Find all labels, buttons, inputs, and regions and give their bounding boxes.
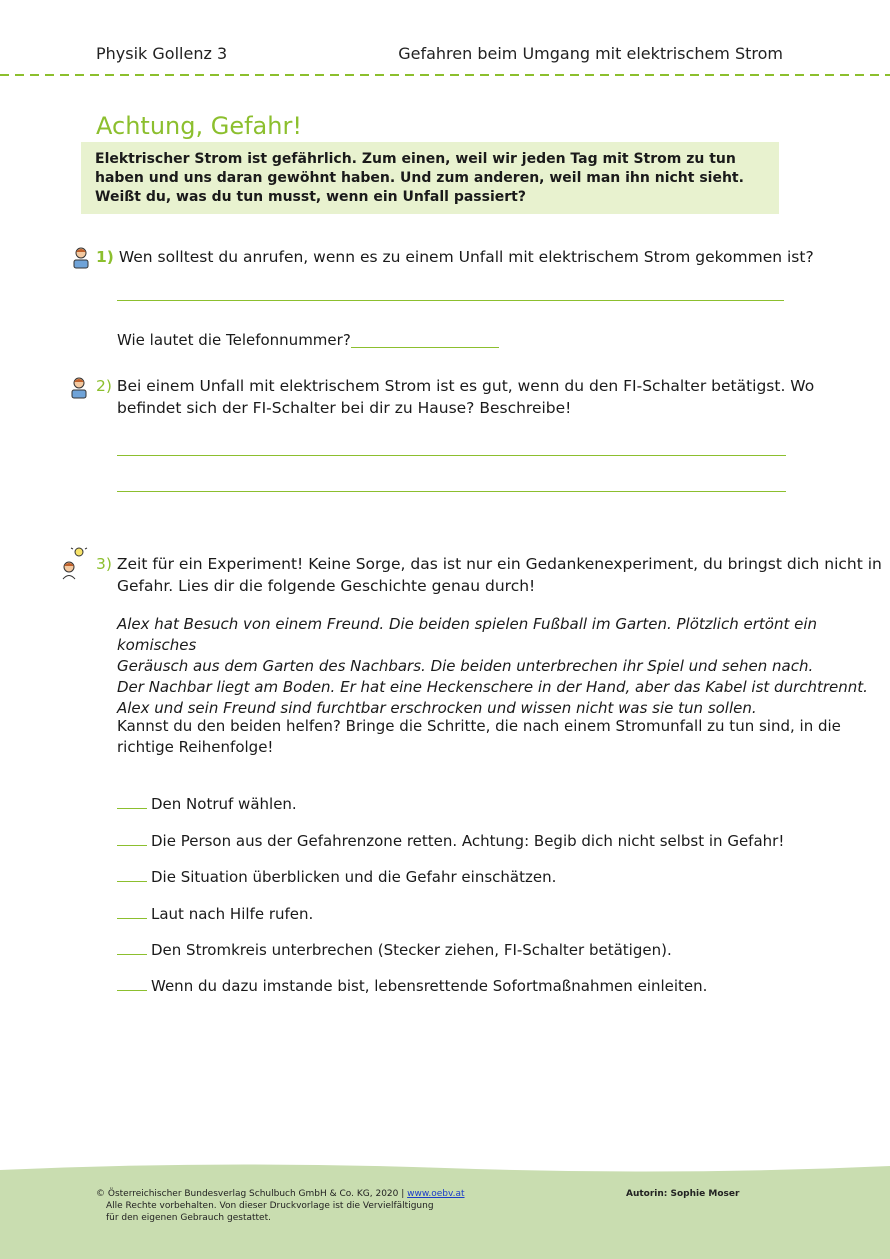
question-2-line-1: Bei einem Unfall mit elektrischem Strom ist es gut, wenn du den FI-Schalter betätigst. Wo (116, 377, 815, 395)
student-icon (70, 246, 92, 270)
footer-rights (106, 1200, 434, 1224)
step-blank[interactable] (117, 918, 147, 919)
question-1 (96, 246, 814, 268)
story-text (117, 614, 890, 719)
step-blank[interactable] (117, 808, 147, 809)
header-subject: Physik Gollenz 3 (96, 44, 228, 63)
step-item (117, 905, 313, 923)
step-item (117, 868, 556, 886)
story-line: Geräusch aus dem Garten des Nachbars. Die beiden unterbrechen ihr Spiel und sehen nach. (117, 657, 814, 675)
step-text: Die Person aus der Gefahrenzone retten. Achtung: Begib dich nicht selbst in Gefahr! (151, 832, 785, 850)
footer-copyright (96, 1188, 465, 1200)
task-text (117, 716, 841, 758)
question-3-number: 3) (96, 555, 112, 573)
step-blank[interactable] (117, 881, 147, 882)
question-2-line-2: befindet sich der FI-Schalter bei dir zu Hause? Beschreibe! (117, 399, 572, 417)
step-text: Wenn du dazu imstande bist, lebensrettende Sofortmaßnahmen einleiten. (151, 977, 708, 995)
question-2 (96, 375, 814, 397)
answer-line-2[interactable] (117, 455, 786, 456)
step-text: Den Notruf wählen. (151, 795, 297, 813)
step-text: Den Stromkreis unterbrechen (Stecker ziehen, FI-Schalter betätigen). (151, 941, 672, 959)
rights-line: für den eigenen Gebrauch gestattet. (106, 1213, 271, 1223)
question-3 (96, 553, 882, 575)
rights-line: Alle Rechte vorbehalten. Von dieser Druckvorlage ist die Vervielfältigung (106, 1201, 434, 1211)
publisher-link[interactable]: www.oebv.at (407, 1189, 465, 1199)
step-blank[interactable] (117, 954, 147, 955)
copyright-text: © Österreichischer Bundesverlag Schulbuch GmbH & Co. KG, 2020 | (96, 1189, 408, 1199)
header-divider (0, 72, 890, 78)
question-1-text: Wen solltest du anrufen, wenn es zu einem Unfall mit elektrischem Strom gekommen ist? (118, 248, 814, 266)
step-blank[interactable] (117, 845, 147, 846)
answer-line-3[interactable] (117, 491, 786, 492)
step-text: Laut nach Hilfe rufen. (151, 905, 314, 923)
question-1-number: 1) (96, 248, 114, 266)
question-3-line-1: Zeit für ein Experiment! Keine Sorge, das ist nur ein Gedankenexperiment, du bringst dich nicht in (116, 555, 882, 573)
step-blank[interactable] (117, 990, 147, 991)
step-item (117, 941, 672, 959)
step-item (117, 977, 707, 995)
task-line: Kannst du den beiden helfen? Bringe die Schritte, die nach einem Stromunfall zu tun sind, in die (117, 717, 841, 735)
footer-author: Autorin: Sophie Moser (626, 1189, 740, 1199)
answer-line-1[interactable] (117, 300, 784, 301)
question-3-line-2: Gefahr. Lies dir die folgende Geschichte genau durch! (117, 577, 536, 595)
story-line: Alex und sein Freund sind furchtbar erschrocken und wissen nicht was sie tun sollen. (117, 699, 757, 717)
phone-answer-line[interactable] (351, 347, 499, 348)
intro-box: Elektrischer Strom ist gefährlich. Zum einen, weil wir jeden Tag mit Strom zu tun haben und uns daran gewöhnt haben. Und zum anderen, weil man ihn nicht sieht. Weißt du, was du tun musst, wenn ein Unfall passiert? (81, 142, 779, 214)
question-2-number: 2) (96, 377, 112, 395)
step-item (117, 795, 297, 813)
page-title: Achtung, Gefahr! (96, 112, 302, 140)
story-line: Der Nachbar liegt am Boden. Er hat eine Heckenschere in der Hand, aber das Kabel ist durchtrennt. (117, 678, 868, 696)
step-item (117, 832, 784, 850)
task-line: richtige Reihenfolge! (117, 738, 274, 756)
phone-question: Wie lautet die Telefonnummer? (117, 331, 351, 349)
story-line: Alex hat Besuch von einem Freund. Die beiden spielen Fußball im Garten. Plötzlich ertönt ein komisches (117, 615, 817, 654)
header-topic: Gefahren beim Umgang mit elektrischem Strom (398, 44, 783, 63)
student-icon (68, 376, 90, 400)
step-text: Die Situation überblicken und die Gefahr einschätzen. (151, 868, 557, 886)
idea-icon (60, 546, 88, 580)
